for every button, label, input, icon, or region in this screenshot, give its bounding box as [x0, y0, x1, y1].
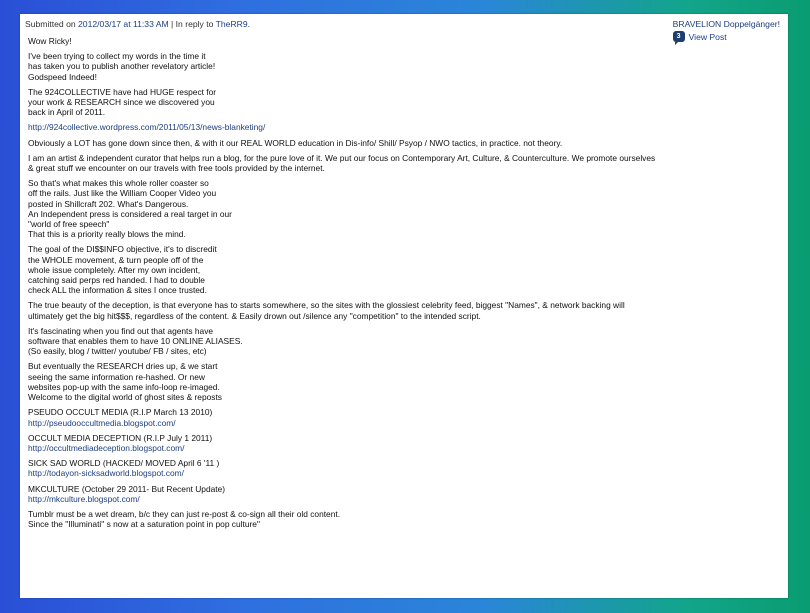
comment-date-link[interactable]: 2012/03/17 at 11:33 AM — [78, 19, 169, 29]
comment-text: The true beauty of the deception, is that everyone has to starts somewhere, so the sites with the glossiest celebrity feed, biggest "Names", & network backing will ultimately get the big hit$$$, regardless of the content. & Easily drown out /silence any "competition" to the intended script. — [28, 300, 625, 321]
comment-paragraph — [28, 138, 678, 148]
author-name-link[interactable]: BRAVELION Doppelgänger! — [672, 19, 780, 29]
reply-to-link[interactable]: TheRR9 — [215, 19, 248, 29]
comment-panel — [20, 14, 788, 598]
comment-text: PSEUDO OCCULT MEDIA (R.I.P March 13 2010) — [28, 407, 213, 418]
comment-text: So that's what makes this whole roller coaster so off the rails. Just like the William Cooper Video you posted in Shillcraft 202. What's Dangerous. An Independent press is considered a real target in our "world of free speech" That this is a priority really blows the mind. — [28, 178, 232, 240]
comment-paragraph — [28, 300, 678, 320]
comment-link[interactable]: http://occultmediadeception.blogspot.com/ — [28, 442, 185, 453]
comment-paragraph — [28, 36, 678, 46]
comment-text: It's fascinating when you find out that agents have software that enables them to have 10 ONLINE ALIASES. (So easily, blog / twitter/ youtube/ FB / sites, etc) — [28, 325, 243, 357]
comment-paragraph — [28, 51, 678, 82]
comment-paragraph — [28, 244, 678, 295]
submitted-prefix: Submitted on — [25, 19, 76, 29]
comment-paragraph — [28, 361, 678, 402]
comment-text: Wow Ricky! — [28, 36, 72, 46]
comment-link[interactable]: http://todayon-sicksadworld.blogspot.com/ — [28, 468, 184, 479]
comment-text: I've been trying to collect my words in the time it has taken you to publish another revelatory article! Godspeed Indeed! — [28, 51, 216, 82]
comment-text: The 924COLLECTIVE have had HUGE respect for your work & RESEARCH since we discovered you back in April of 2011. — [28, 86, 217, 118]
comment-text: The goal of the DI$$INFO objective, it's to discredit the WHOLE movement, & turn people off of the whole issue completely. After my own incident, catching said perps red handed. I had to double check ALL the information & sites I once trusted. — [28, 244, 217, 296]
comment-count-badge: 3 — [673, 31, 685, 42]
comment-text: I am an artist & independent curator that helps run a blog, for the pure love of it. We put our focus on Contemporary Art, Culture, & Counterculture. We promote ourselves & great stuff we encounter on our travels with free tools provided by the internet. — [28, 152, 656, 174]
comment-link[interactable]: http://mkculture.blogspot.com/ — [28, 493, 140, 504]
comment-paragraph — [28, 458, 678, 478]
comment-text: But eventually the RESEARCH dries up, & we start seeing the same information re-hashed. Or new websites pop-up with the same info-loop re-imaged. Welcome to the digital world of ghost sites & reposts — [28, 361, 222, 403]
comment-link[interactable]: http://pseudooccultmedia.blogspot.com/ — [28, 417, 176, 428]
comment-body — [28, 36, 678, 534]
reply-suffix: . — [247, 19, 251, 29]
comment-text: OCCULT MEDIA DECEPTION (R.I.P July 1 2011) — [28, 432, 213, 443]
comment-text: Tumblr must be a wet dream, b/c they can just re-post & co-sign all their old content. Since the "Illuminati" s now at a saturation point in pop culture" — [28, 508, 341, 530]
comment-link[interactable]: http://924collective.wordpress.com/2011/05/13/news-blanketing/ — [28, 122, 266, 133]
comment-paragraph — [28, 153, 678, 173]
comment-paragraph — [28, 484, 678, 504]
comment-text: SICK SAD WORLD (HACKED/ MOVED April 6 '11 ) — [28, 458, 220, 469]
comment-paragraph — [28, 178, 678, 239]
comment-paragraph — [28, 87, 678, 118]
comment-paragraph — [28, 433, 678, 453]
comment-paragraph — [28, 326, 678, 357]
view-post-link[interactable]: View Post — [688, 31, 727, 42]
comment-text: MKCULTURE (October 29 2011- But Recent Update) — [28, 483, 226, 494]
comment-meta — [25, 19, 250, 29]
author-box — [673, 19, 780, 42]
reply-prefix: | In reply to — [171, 19, 214, 29]
view-post-row — [673, 31, 780, 42]
comment-text: Obviously a LOT has gone down since then, & with it our REAL WORLD education in Dis-info/ Shill/ Psyop / NWO tactics, in practice. not theory. — [28, 137, 563, 148]
comment-paragraph — [28, 122, 678, 132]
comment-paragraph — [28, 509, 678, 529]
comment-paragraph — [28, 407, 678, 427]
